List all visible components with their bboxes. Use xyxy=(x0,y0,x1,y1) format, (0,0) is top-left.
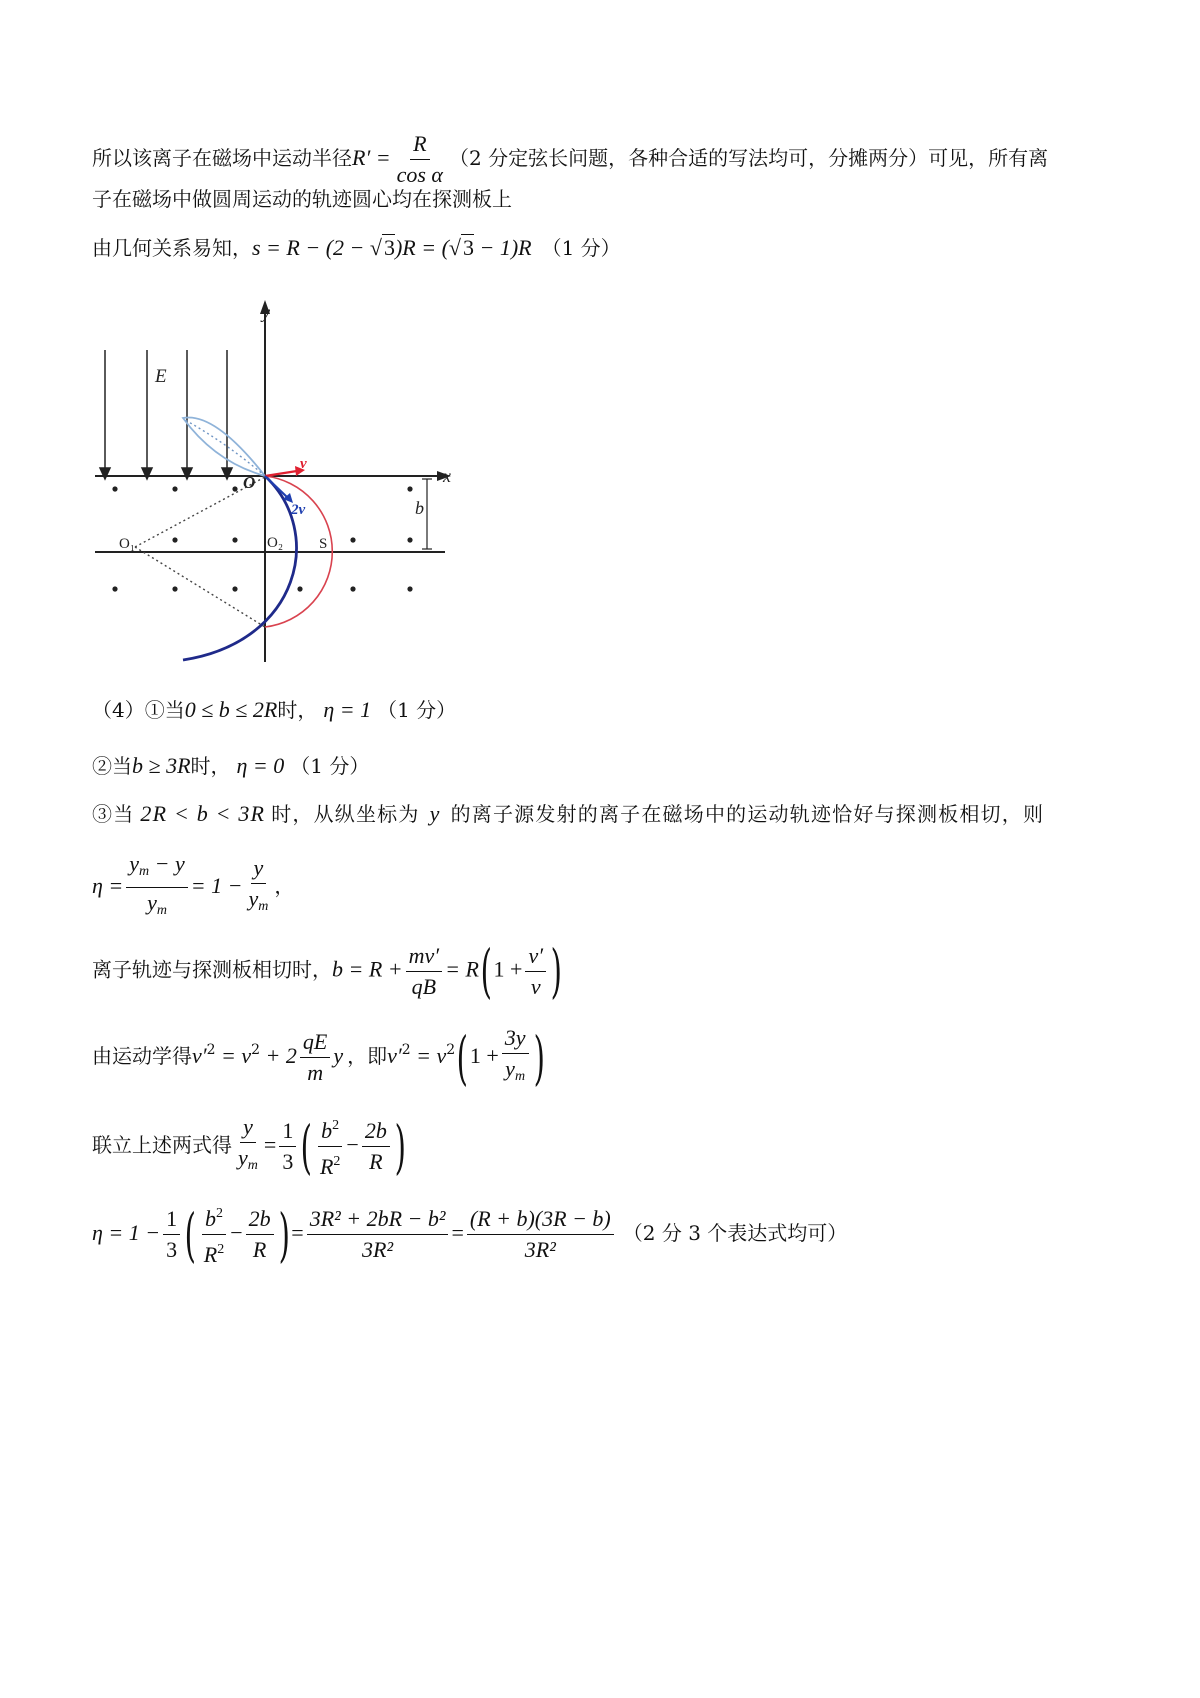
case-1-condition: 0 ≤ b ≤ 2R xyxy=(184,697,278,722)
label-2v: 2v xyxy=(291,502,306,518)
line1-note: （2 分定弦长问题，各种合适的写法均可，分摊两分）可见，所有离 xyxy=(448,146,1049,170)
sqrt-3-a: 3 xyxy=(383,235,395,260)
line3-note: （1 分） xyxy=(541,236,621,260)
trajectory-dark-blue xyxy=(183,476,296,660)
line1-formula-lhs: R′ = xyxy=(352,145,391,170)
fraction-numerator: R xyxy=(410,132,429,160)
case-3-condition: 2R < b < 3R xyxy=(140,801,266,826)
line3-formula-a: s = R − (2 − xyxy=(252,235,370,260)
eta-fraction-1: $\frac{y_m - y}{y_m}$ xyxy=(126,852,188,923)
case-3: ③当 2R < b < 3R 时，从纵坐标为 y 的离子源发射的离子在磁场中的运动轨迹恰好与探测板相切，则 xyxy=(92,801,1045,826)
tangent-equation: 离子轨迹与探测板相切时，b = R + $\frac{mv'}{qB}$ = R(1 + $\frac{v'}{v}$ ) xyxy=(92,937,563,1005)
label-v: v xyxy=(300,456,307,472)
label-y: y xyxy=(262,302,270,322)
physics-diagram xyxy=(95,292,495,682)
label-O2: O₂ xyxy=(267,535,284,551)
magnetic-field-dots xyxy=(112,486,412,591)
combine-equation: 联立上述两式得 $\frac{y}{y_m}$ = $\frac{1}{3}$ ( $\frac{b^2}{R^2}$ − $\frac{2b}{R}$ ) xyxy=(92,1112,406,1181)
case-1: （4）①当0 ≤ b ≤ 2R时， η = 1 （1 分） xyxy=(92,697,457,722)
fraction-denominator: cos α xyxy=(396,162,443,187)
velocity-2v-arrow xyxy=(265,476,288,498)
case-2-condition: b ≥ 3R xyxy=(132,753,191,778)
label-E: E xyxy=(155,366,167,387)
line3-text: 由几何关系易知， xyxy=(92,236,252,260)
eta-fraction-2: $\frac{y}{y_m}$ xyxy=(248,855,269,914)
label-x: x xyxy=(443,466,451,486)
label-b: b xyxy=(415,498,424,518)
sqrt-3-b: 3 xyxy=(462,235,474,260)
case-2: ②当b ≥ 3R时， η = 0 （1 分） xyxy=(92,753,370,778)
case-1-result: η = 1 xyxy=(323,697,372,722)
line1-text: 所以该离子在磁场中运动半径 xyxy=(92,146,352,170)
line3-formula-c: − 1)R xyxy=(473,235,532,260)
fraction-r-over-cos xyxy=(394,132,446,187)
eta-equation: η = $\frac{y_m - y}{y_m}$ = 1 − $\frac{y}{y_m}$ ， xyxy=(92,852,294,923)
text-line-1 xyxy=(92,132,1048,187)
final-equation: η = 1 − $\frac{1}{3}$ ( $\frac{b^2}{R^2}$ − $\frac{2b}{R}$ )= $\frac{\text{3R² + 2bR − b²}}{\text{3R²}}$ = $\frac{(R + b)(3R - b)}{\text{3R²}}$ （2 分 3 个表达式均可） xyxy=(92,1200,848,1269)
kinematics-equation: 由运动学得$v'^2 = v^2 + 2$ $\frac{qE}{m}$ y ，即$v'^2 = v^2(1$ + $\frac{3y}{y_m}$ ) xyxy=(92,1023,545,1092)
case-2-result: η = 0 xyxy=(236,753,285,778)
label-O: O xyxy=(243,473,256,492)
label-O1: O₁ xyxy=(119,536,136,552)
label-S: S xyxy=(319,536,328,552)
text-line-3: 由几何关系易知，s = R − (2 − √3)R = (√3 − 1)R （1 分） xyxy=(92,235,621,260)
line3-formula-b: )R = ( xyxy=(394,235,449,260)
text-line-2: 子在磁场中做圆周运动的轨迹圆心均在探测板上 xyxy=(92,187,512,211)
